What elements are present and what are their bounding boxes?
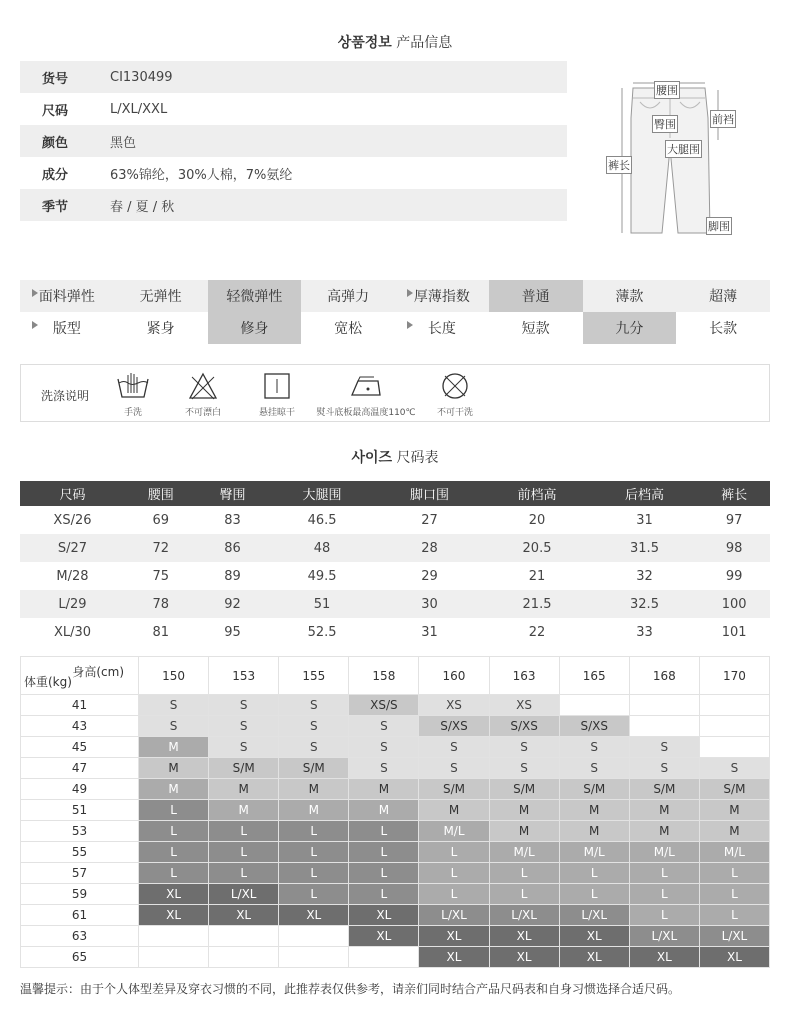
recommended-size-cell: L/XL [489, 905, 559, 926]
attr-option-selected [489, 280, 583, 312]
size-cell: 92 [197, 590, 269, 618]
hip-label: 臀围 [652, 115, 678, 133]
recommended-size-cell: M [139, 737, 209, 758]
weight-row [21, 863, 770, 884]
size-cell: 21.5 [483, 590, 590, 618]
recommended-size-cell: M/L [559, 842, 629, 863]
thigh-label: 大腿围 [665, 140, 702, 158]
weight-cell: 57 [21, 863, 139, 884]
recommended-size-cell: M [209, 779, 279, 800]
title-chinese: 尺码表 [396, 450, 439, 466]
height-header: 168 [629, 657, 699, 695]
recommended-size-cell: L [489, 863, 559, 884]
recommended-size-cell: S [279, 695, 349, 716]
recommended-size-cell: M [629, 821, 699, 842]
no-bleach [181, 371, 225, 418]
attr-text: 普通 [521, 289, 550, 305]
recommended-size-cell: L/XL [629, 926, 699, 947]
size-chart-title [0, 447, 790, 467]
recommended-size-cell: L [419, 863, 489, 884]
triangle-bullet-icon [32, 289, 38, 297]
tip-note: 温馨提示：由于个人体型差异及穿衣习惯的不同，此推荐表仅供参考，请亲们同时结合产品尺码表和自身习惯选择合适尺码。 [20, 982, 681, 996]
info-value: CI130499 [110, 69, 173, 85]
recommended-size-cell [209, 926, 279, 947]
recommended-size-cell: M [349, 779, 419, 800]
height-header: 150 [139, 657, 209, 695]
recommended-size-cell: XL [349, 926, 419, 947]
weight-row [21, 800, 770, 821]
recommended-size-cell: M [559, 821, 629, 842]
attr-option-selected [208, 312, 302, 344]
recommended-size-cell: L/XL [209, 884, 279, 905]
size-cell: XS/26 [53, 512, 92, 528]
weight-cell: 55 [21, 842, 139, 863]
recommended-size-cell: L [139, 800, 209, 821]
recommended-size-cell: S/M [559, 779, 629, 800]
recommended-size-cell: S/M [209, 758, 279, 779]
attr-option-selected [208, 280, 302, 312]
attr-text: 面料弹性 [38, 289, 95, 305]
weight-cell: 59 [21, 884, 139, 905]
info-row [20, 93, 567, 125]
size-cell: 33 [636, 624, 653, 640]
weight-cell: 63 [21, 926, 139, 947]
attr-label [20, 312, 114, 344]
size-row [20, 590, 770, 618]
attr-option [676, 280, 770, 312]
size-cell: L/29 [20, 590, 125, 618]
recommended-size-cell: S [349, 758, 419, 779]
recommended-size-cell: XS [419, 695, 489, 716]
recommended-size-cell: L [209, 842, 279, 863]
iron-icon [348, 371, 384, 401]
size-cell: 31 [636, 512, 653, 528]
weight-row [21, 758, 770, 779]
size-cell: 83 [224, 512, 241, 528]
recommended-size-cell: S [209, 695, 279, 716]
attr-option [489, 312, 583, 344]
weight-cell: 41 [21, 695, 139, 716]
attr-option [676, 312, 770, 344]
size-cell: 51 [268, 590, 375, 618]
weight-row [21, 737, 770, 758]
recommended-size-cell [209, 947, 279, 968]
size-cell: S/27 [20, 534, 125, 562]
wash-caption: 手洗 [123, 408, 142, 418]
size-cell: 97 [725, 512, 743, 528]
recommended-size-cell [699, 695, 769, 716]
height-header: 155 [279, 657, 349, 695]
info-key: 颜色 [42, 135, 69, 151]
recommended-size-cell: S/M [489, 779, 559, 800]
recommended-size-cell: L [139, 863, 209, 884]
attr-text: 修身 [240, 321, 269, 337]
size-cell: 20 [528, 512, 546, 528]
recommended-size-cell: S [349, 737, 419, 758]
size-cell: 100 [698, 590, 770, 618]
recommended-size-cell: S [279, 716, 349, 737]
recommended-size-cell: L [629, 884, 699, 905]
size-row [20, 506, 770, 534]
hang-dry-icon [262, 371, 292, 401]
recommended-size-cell: M [139, 758, 209, 779]
recommended-size-cell: XL [139, 884, 209, 905]
info-value: 黑色 [110, 135, 137, 151]
size-cell: 81 [152, 624, 170, 640]
recommended-size-cell: S [489, 737, 559, 758]
iron-max-temp [311, 371, 421, 418]
recommended-size-cell [139, 947, 209, 968]
recommended-size-cell [559, 695, 629, 716]
height-header: 163 [489, 657, 559, 695]
recommended-size-cell: XS [489, 695, 559, 716]
recommended-size-cell: S [559, 758, 629, 779]
recommended-size-cell: XL [629, 947, 699, 968]
front-rise-label: 前裆 [710, 110, 736, 128]
no-dry-clean [433, 371, 477, 418]
recommended-size-cell: L [349, 863, 419, 884]
size-header: 臀围 [197, 481, 269, 506]
recommended-size-cell: L [139, 842, 209, 863]
weight-cell: 65 [21, 947, 139, 968]
info-key: 尺码 [42, 103, 69, 119]
size-cell: 46.5 [307, 512, 337, 528]
recommended-size-cell: XL [489, 926, 559, 947]
recommended-size-cell: S/M [419, 779, 489, 800]
no-dry-clean-icon [439, 371, 471, 401]
recommended-size-cell: XS/S [349, 695, 419, 716]
weight-cell: 43 [21, 716, 139, 737]
recommended-size-cell [629, 716, 699, 737]
size-cell: 78 [125, 590, 197, 618]
attr-label [395, 280, 489, 312]
recommended-size-cell: XL [489, 947, 559, 968]
size-cell: 99 [725, 568, 743, 584]
recommended-size-cell: S/XS [559, 716, 629, 737]
recommended-size-cell: L [489, 884, 559, 905]
triangle-bullet-icon [407, 289, 413, 297]
attr-text: 短款 [521, 321, 550, 337]
recommended-size-cell: XL [699, 947, 769, 968]
recommended-size-cell: XL [419, 926, 489, 947]
recommended-size-cell: L [279, 821, 349, 842]
size-row [20, 618, 770, 646]
attr-text: 轻微弹性 [226, 289, 283, 305]
no-bleach-icon [188, 371, 218, 401]
recommended-size-cell: L [209, 863, 279, 884]
product-info-table [20, 61, 567, 221]
attribute-row-fabric [20, 280, 770, 312]
height-header: 153 [209, 657, 279, 695]
size-cell: 20.5 [483, 534, 590, 562]
size-cell: M/28 [56, 568, 89, 584]
height-header: 165 [559, 657, 629, 695]
info-key: 货号 [42, 71, 69, 87]
info-row [20, 157, 567, 189]
height-axis-label: 身高(cm) [72, 665, 124, 679]
size-header: 大腿围 [268, 481, 375, 506]
recommended-size-cell: L [559, 884, 629, 905]
recommended-size-cell: S/M [699, 779, 769, 800]
attr-text: 长款 [709, 321, 738, 337]
recommended-size-cell: M [419, 800, 489, 821]
recommended-size-cell: L [349, 821, 419, 842]
size-cell: 72 [125, 534, 197, 562]
size-cell: 86 [197, 534, 269, 562]
recommended-size-cell: XL [419, 947, 489, 968]
attr-text: 厚薄指数 [413, 289, 470, 305]
recommended-size-cell: L/XL [559, 905, 629, 926]
wash-caption: 不可干洗 [436, 408, 473, 418]
recommended-size-cell: S [209, 716, 279, 737]
info-row [20, 61, 567, 93]
attr-option [301, 280, 395, 312]
size-header-row [20, 481, 770, 506]
recommended-size-cell: M [629, 800, 699, 821]
waist-label: 腰围 [654, 81, 680, 99]
recommended-size-cell: M [279, 779, 349, 800]
weight-row [21, 884, 770, 905]
size-cell: 48 [268, 534, 375, 562]
weight-cell: 49 [21, 779, 139, 800]
recommended-size-cell: L [349, 842, 419, 863]
recommended-size-cell: M [699, 800, 769, 821]
recommended-size-cell: M/L [699, 842, 769, 863]
size-cell: 31.5 [591, 534, 698, 562]
weight-cell: 47 [21, 758, 139, 779]
pants-measurement-diagram [598, 78, 740, 240]
recommended-size-cell: S [559, 737, 629, 758]
attr-label [20, 280, 114, 312]
recommended-size-cell: S [629, 758, 699, 779]
recommended-size-cell: M/L [489, 842, 559, 863]
height-header: 160 [419, 657, 489, 695]
size-cell: 98 [698, 534, 770, 562]
hem-label: 脚围 [706, 217, 732, 235]
recommended-size-cell: M/L [419, 821, 489, 842]
recommended-size-cell: S [139, 716, 209, 737]
info-key: 季节 [42, 199, 69, 215]
recommended-size-cell: L [699, 905, 769, 926]
recommended-size-cell [279, 926, 349, 947]
size-cell: 32 [636, 568, 653, 584]
recommended-size-cell: L [419, 884, 489, 905]
size-header: 脚口围 [376, 481, 483, 506]
weight-row [21, 905, 770, 926]
recommended-size-cell: M/L [629, 842, 699, 863]
recommended-size-cell: L [419, 842, 489, 863]
hang-dry [253, 371, 301, 418]
info-row [20, 189, 567, 221]
recommended-size-cell: S/M [279, 758, 349, 779]
recommended-size-cell: L [349, 884, 419, 905]
weight-cell: 53 [21, 821, 139, 842]
title-korean: 상품정보 [337, 35, 392, 51]
size-cell: 32.5 [591, 590, 698, 618]
size-cell: 28 [376, 534, 483, 562]
recommended-size-cell: L [699, 863, 769, 884]
size-cell: 95 [224, 624, 241, 640]
recommended-size-cell [699, 716, 769, 737]
recommended-size-cell: XL [139, 905, 209, 926]
attr-text: 长度 [427, 321, 456, 337]
wash-caption: 不可漂白 [184, 408, 221, 418]
recommended-size-cell: XL [559, 926, 629, 947]
size-header: 后档高 [591, 481, 698, 506]
title-korean: 사이즈 [351, 450, 393, 466]
attr-option [114, 280, 208, 312]
attr-text: 九分 [615, 321, 644, 337]
hand-wash [113, 371, 153, 418]
info-key: 成分 [42, 167, 69, 183]
weight-row [21, 926, 770, 947]
title-chinese: 产品信息 [396, 35, 453, 51]
recommended-size-cell: S [279, 737, 349, 758]
recommended-size-cell [629, 695, 699, 716]
recommended-size-cell: S [139, 695, 209, 716]
info-value: 春 / 夏 / 秋 [110, 199, 175, 215]
attr-text: 版型 [52, 321, 81, 337]
attr-text: 超薄 [709, 289, 738, 305]
recommended-size-cell: M [279, 800, 349, 821]
attr-text: 高弹力 [327, 289, 370, 305]
recommended-size-cell [139, 926, 209, 947]
attr-text: 宽松 [334, 321, 363, 337]
recommended-size-cell [349, 947, 419, 968]
attr-option-selected [583, 312, 677, 344]
wash-label: 洗涤说明 [41, 389, 90, 403]
recommended-size-cell: L [279, 884, 349, 905]
size-header: 尺码 [20, 481, 125, 506]
length-label: 裤长 [606, 156, 632, 174]
recommended-size-cell: L [559, 863, 629, 884]
recommended-size-cell: M [559, 800, 629, 821]
size-row [20, 534, 770, 562]
recommended-size-cell: L [139, 821, 209, 842]
info-value: L/XL/XXL [110, 101, 168, 117]
triangle-bullet-icon [32, 321, 38, 329]
recommended-size-cell [699, 737, 769, 758]
recommended-size-cell: M [489, 800, 559, 821]
weight-row [21, 779, 770, 800]
recommended-size-cell: M [349, 800, 419, 821]
size-cell: 101 [721, 624, 747, 640]
size-cell: 27 [421, 512, 438, 528]
recommended-size-cell: S/XS [419, 716, 489, 737]
weight-row [21, 842, 770, 863]
recommended-size-cell: S/M [629, 779, 699, 800]
info-row [20, 125, 567, 157]
attr-option [583, 280, 677, 312]
size-cell: 69 [152, 512, 170, 528]
weight-axis-label: 体重(kg) [24, 675, 72, 689]
recommended-size-cell: S [629, 737, 699, 758]
attr-text: 紧身 [146, 321, 175, 337]
recommended-size-cell: M [209, 800, 279, 821]
recommended-size-cell: XL [279, 905, 349, 926]
triangle-bullet-icon [407, 321, 413, 329]
info-value: 63%锦纶，30%人棉，7%氨纶 [110, 167, 293, 183]
wash-instructions [20, 364, 770, 422]
weight-cell: 51 [21, 800, 139, 821]
recommended-size-cell: XL [559, 947, 629, 968]
recommended-size-cell: S [419, 737, 489, 758]
weight-row [21, 695, 770, 716]
product-info-title [0, 32, 790, 52]
attribute-grid [20, 280, 770, 344]
attr-text: 无弹性 [139, 289, 182, 305]
recommended-size-cell: M [489, 821, 559, 842]
wash-caption: 悬挂晾干 [258, 408, 295, 418]
weight-row [21, 716, 770, 737]
size-cell: 22 [528, 624, 546, 640]
hand-wash-icon [116, 371, 150, 401]
size-cell: 29 [421, 568, 438, 584]
size-cell: 21 [528, 568, 546, 584]
weight-cell: 45 [21, 737, 139, 758]
size-row [20, 562, 770, 590]
height-header-row [21, 657, 770, 695]
recommended-size-cell: S/XS [489, 716, 559, 737]
recommended-size-cell: L [629, 863, 699, 884]
size-header: 裤长 [698, 481, 770, 506]
recommended-size-cell: S [419, 758, 489, 779]
attr-label [395, 312, 489, 344]
attribute-row-fit [20, 312, 770, 344]
size-header: 腰围 [125, 481, 197, 506]
recommended-size-cell: M [139, 779, 209, 800]
size-cell: 89 [224, 568, 241, 584]
recommended-size-cell: L/XL [419, 905, 489, 926]
size-cell: 30 [376, 590, 483, 618]
size-cell: XL/30 [53, 624, 92, 640]
recommended-size-cell: S [209, 737, 279, 758]
wash-caption: 熨斗底板最高温度110℃ [316, 408, 416, 418]
size-cell: 75 [152, 568, 170, 584]
recommended-size-cell [279, 947, 349, 968]
recommended-size-cell: L/XL [699, 926, 769, 947]
size-cell: 31 [421, 624, 438, 640]
attr-option [114, 312, 208, 344]
size-cell: 49.5 [307, 568, 337, 584]
attr-text: 薄款 [615, 289, 644, 305]
recommended-size-cell: XL [209, 905, 279, 926]
height-header: 170 [699, 657, 769, 695]
size-cell: 52.5 [307, 624, 337, 640]
recommended-size-cell: L [279, 842, 349, 863]
recommended-size-cell: L [699, 884, 769, 905]
attr-option [301, 312, 395, 344]
height-header: 158 [349, 657, 419, 695]
weight-row [21, 947, 770, 968]
weight-row [21, 821, 770, 842]
recommended-size-cell: L [279, 863, 349, 884]
recommended-size-cell: S [489, 758, 559, 779]
weight-cell: 61 [21, 905, 139, 926]
recommended-size-cell: XL [349, 905, 419, 926]
size-chart-table [20, 481, 770, 646]
recommended-size-cell: L [629, 905, 699, 926]
size-recommendation-table [20, 656, 770, 968]
corner-header [21, 657, 139, 695]
recommended-size-cell: S [699, 758, 769, 779]
recommended-size-cell: S [349, 716, 419, 737]
recommended-size-cell: M [699, 821, 769, 842]
recommended-size-cell: L [209, 821, 279, 842]
size-header: 前档高 [483, 481, 590, 506]
